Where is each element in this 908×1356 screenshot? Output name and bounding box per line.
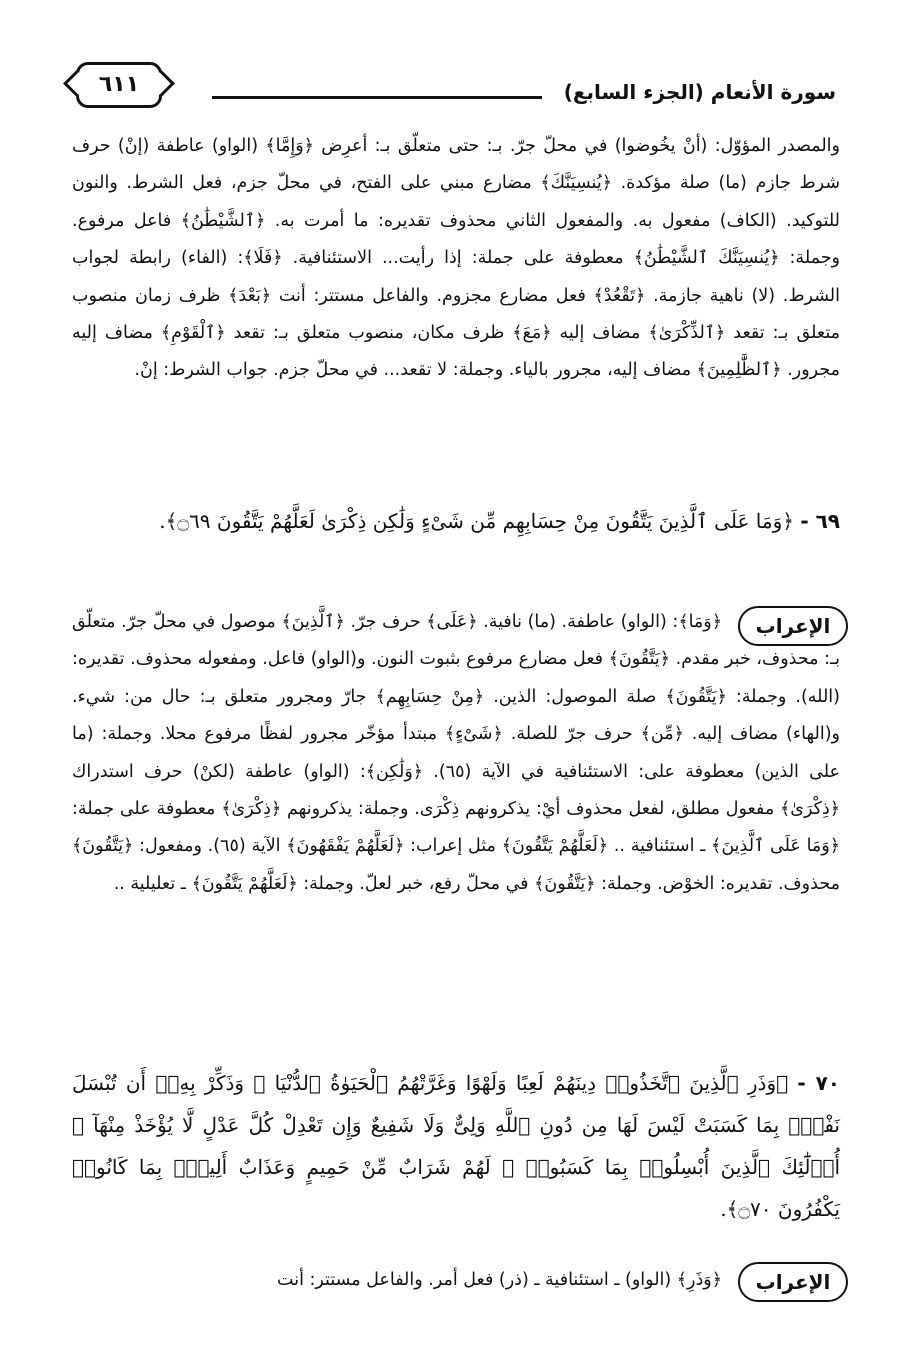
verse-69-number: ٦٩ - — [800, 509, 840, 533]
irab-label-69: الإعراب — [738, 606, 848, 646]
verse-70-text — [72, 1062, 840, 1230]
irab-69-text — [72, 604, 840, 903]
verse-70-quran: ﴿وَذَرِ ٱلَّذِينَ ٱتَّخَذُوا۟ دِينَهُمْ لَعِبًا وَلَهْوًا وَغَرَّتْهُمُ ٱلْحَيَوٰةُ ٱلدُّنْيَا ۚ وَذَكِّرْ بِهِۦٓ أَن تُبْسَلَ نَفْسٌۢ بِمَا كَسَبَتْ لَيْسَ لَهَا مِن دُونِ ٱللَّهِ وَلِىٌّ وَلَا شَفِيعٌ وَإِن تَعْدِلْ كُلَّ عَدْلٍ لَّا يُؤْخَذْ مِنْهَآ ۗ أُو۟لَٰٓئِكَ ٱلَّذِينَ أُبْسِلُوا۟ بِمَا كَسَبُوا۟ ۖ لَهُمْ شَرَابٌ مِّنْ حَمِيمٍ وَعَذَابٌ أَلِيمٌۢ بِمَا كَانُوا۟ يَكْفُرُونَ ۝٧٠﴾. — [72, 1071, 840, 1221]
running-header-title: سورة الأنعام (الجزء السابع) — [563, 80, 836, 104]
irab-70-body: ﴿وَذَرِ﴾ (الواو) ـ استئنافية ـ (ذر) فعل أمر. والفاعل مستتر: أنت — [277, 1270, 722, 1290]
header-rule — [212, 96, 542, 99]
verse-70 — [72, 1062, 840, 1230]
verse-69 — [72, 500, 840, 542]
irab-70-text — [72, 1262, 840, 1299]
verse-69-quran: ﴿وَمَا عَلَى ٱلَّذِينَ يَتَّقُونَ مِنْ حِسَابِهِم مِّن شَىْءٍ وَلَٰكِن ذِكْرَىٰ لَعَلَّهُمْ يَتَّقُونَ ۝٦٩﴾. — [159, 509, 794, 533]
verse-70-number: ٧٠ - — [797, 1071, 841, 1095]
irab-69-body: ﴿وَمَا﴾: (الواو) عاطفة. (ما) نافية. ﴿عَلَى﴾ حرف جرّ. ﴿ٱلَّذِينَ﴾ موصول في محلّ جرّ. متعلّق بـ: محذوف، خبر مقدم. ﴿يَتَّقُونَ﴾ فعل مضارع مرفوع بثبوت النون. و(الواو) فاعل. ومفعوله محذوف. تقديره: (الله). وجملة: ﴿يَتَّقُونَ﴾ صلة الموصول: الذين. ﴿مِنْ حِسَابِهِم﴾ جارّ ومجرور متعلق بـ: حال من: شيء. و(الهاء) مضاف إليه. ﴿مِّن﴾ حرف جرّ للصلة. ﴿شَىْءٍ﴾ مبتدأ مؤخّر مجرور لفظًا مرفوع محلا. وجملة: (ما على الذين) معطوفة على: الاستئنافية في الآية (٦٥). ﴿وَلَٰكِن﴾: (الواو) عاطفة (لكنْ) حرف استدراك ﴿ذِكْرَىٰ﴾ مفعول مطلق، لفعل محذوف أيْ: يذكرونهم ذِكْرَى. وجملة: يذكرونهم ﴿ذِكْرَىٰ﴾ معطوفة على جملة: ﴿وَمَا عَلَى ٱلَّذِينَ﴾ ـ استئنافية .. ﴿لَعَلَّهُمْ يَتَّقُونَ﴾ مثل إعراب: ﴿لَعَلَّهُمْ يَفْقَهُونَ﴾ الآية (٦٥). ومفعول: ﴿يَتَّقُونَ﴾ محذوف. تقديره: الخوْض. وجملة: ﴿يَتَّقُونَ﴾ في محلّ رفع، خبر لعلّ. وجملة: ﴿لَعَلَّهُمْ يَتَّقُونَ﴾ ـ تعليلية .. — [72, 612, 840, 894]
verse-69-text — [72, 500, 840, 542]
irab-69-paragraph — [72, 604, 840, 903]
page-number-badge: ٦١١ — [76, 62, 162, 108]
irab-label-70: الإعراب — [738, 1262, 848, 1302]
continuation-paragraph — [72, 128, 840, 390]
paragraph-text: والمصدر المؤوّل: (أنْ يخُوضوا) في محلّ جرّ. بـ: حتى متعلّق بـ: أعرِض ﴿وَإِمَّا﴾ (الواو) عاطفة (إنْ) حرف شرط جازم (ما) صلة مؤكدة. ﴿يُنسِيَنَّكَ﴾ مضارع مبني على الفتح، في محلّ جزم، فعل الشرط. والنون للتوكيد. (الكاف) مفعول به. والمفعول الثاني محذوف تقديره: ما أمرت به. ﴿ٱلشَّيْطَٰنُ﴾ فاعل مرفوع. وجملة: ﴿يُنسِيَنَّكَ ٱلشَّيْطَٰنُ﴾ معطوفة على جملة: إذا رأيت... الاستئنافية. ﴿فَلَا﴾: (الفاء) رابطة لجواب الشرط. (لا) ناهية جازمة. ﴿تَقْعُدْ﴾ فعل مضارع مجزوم. والفاعل مستتر: أنت ﴿بَعْدَ﴾ ظرف زمان منصوب متعلق بـ: تقعد ﴿ٱلذِّكْرَىٰ﴾ مضاف إليه ﴿مَعَ﴾ ظرف مكان، منصوب متعلق بـ: تقعد ﴿ٱلْقَوْمِ﴾ مضاف إليه مجرور. ﴿ٱلظَّٰلِمِينَ﴾ مضاف إليه، مجرور بالياء. وجملة: لا تقعد... في محلّ جزم. جواب الشرط: إنْ. — [72, 136, 840, 381]
irab-70-paragraph — [72, 1262, 840, 1299]
